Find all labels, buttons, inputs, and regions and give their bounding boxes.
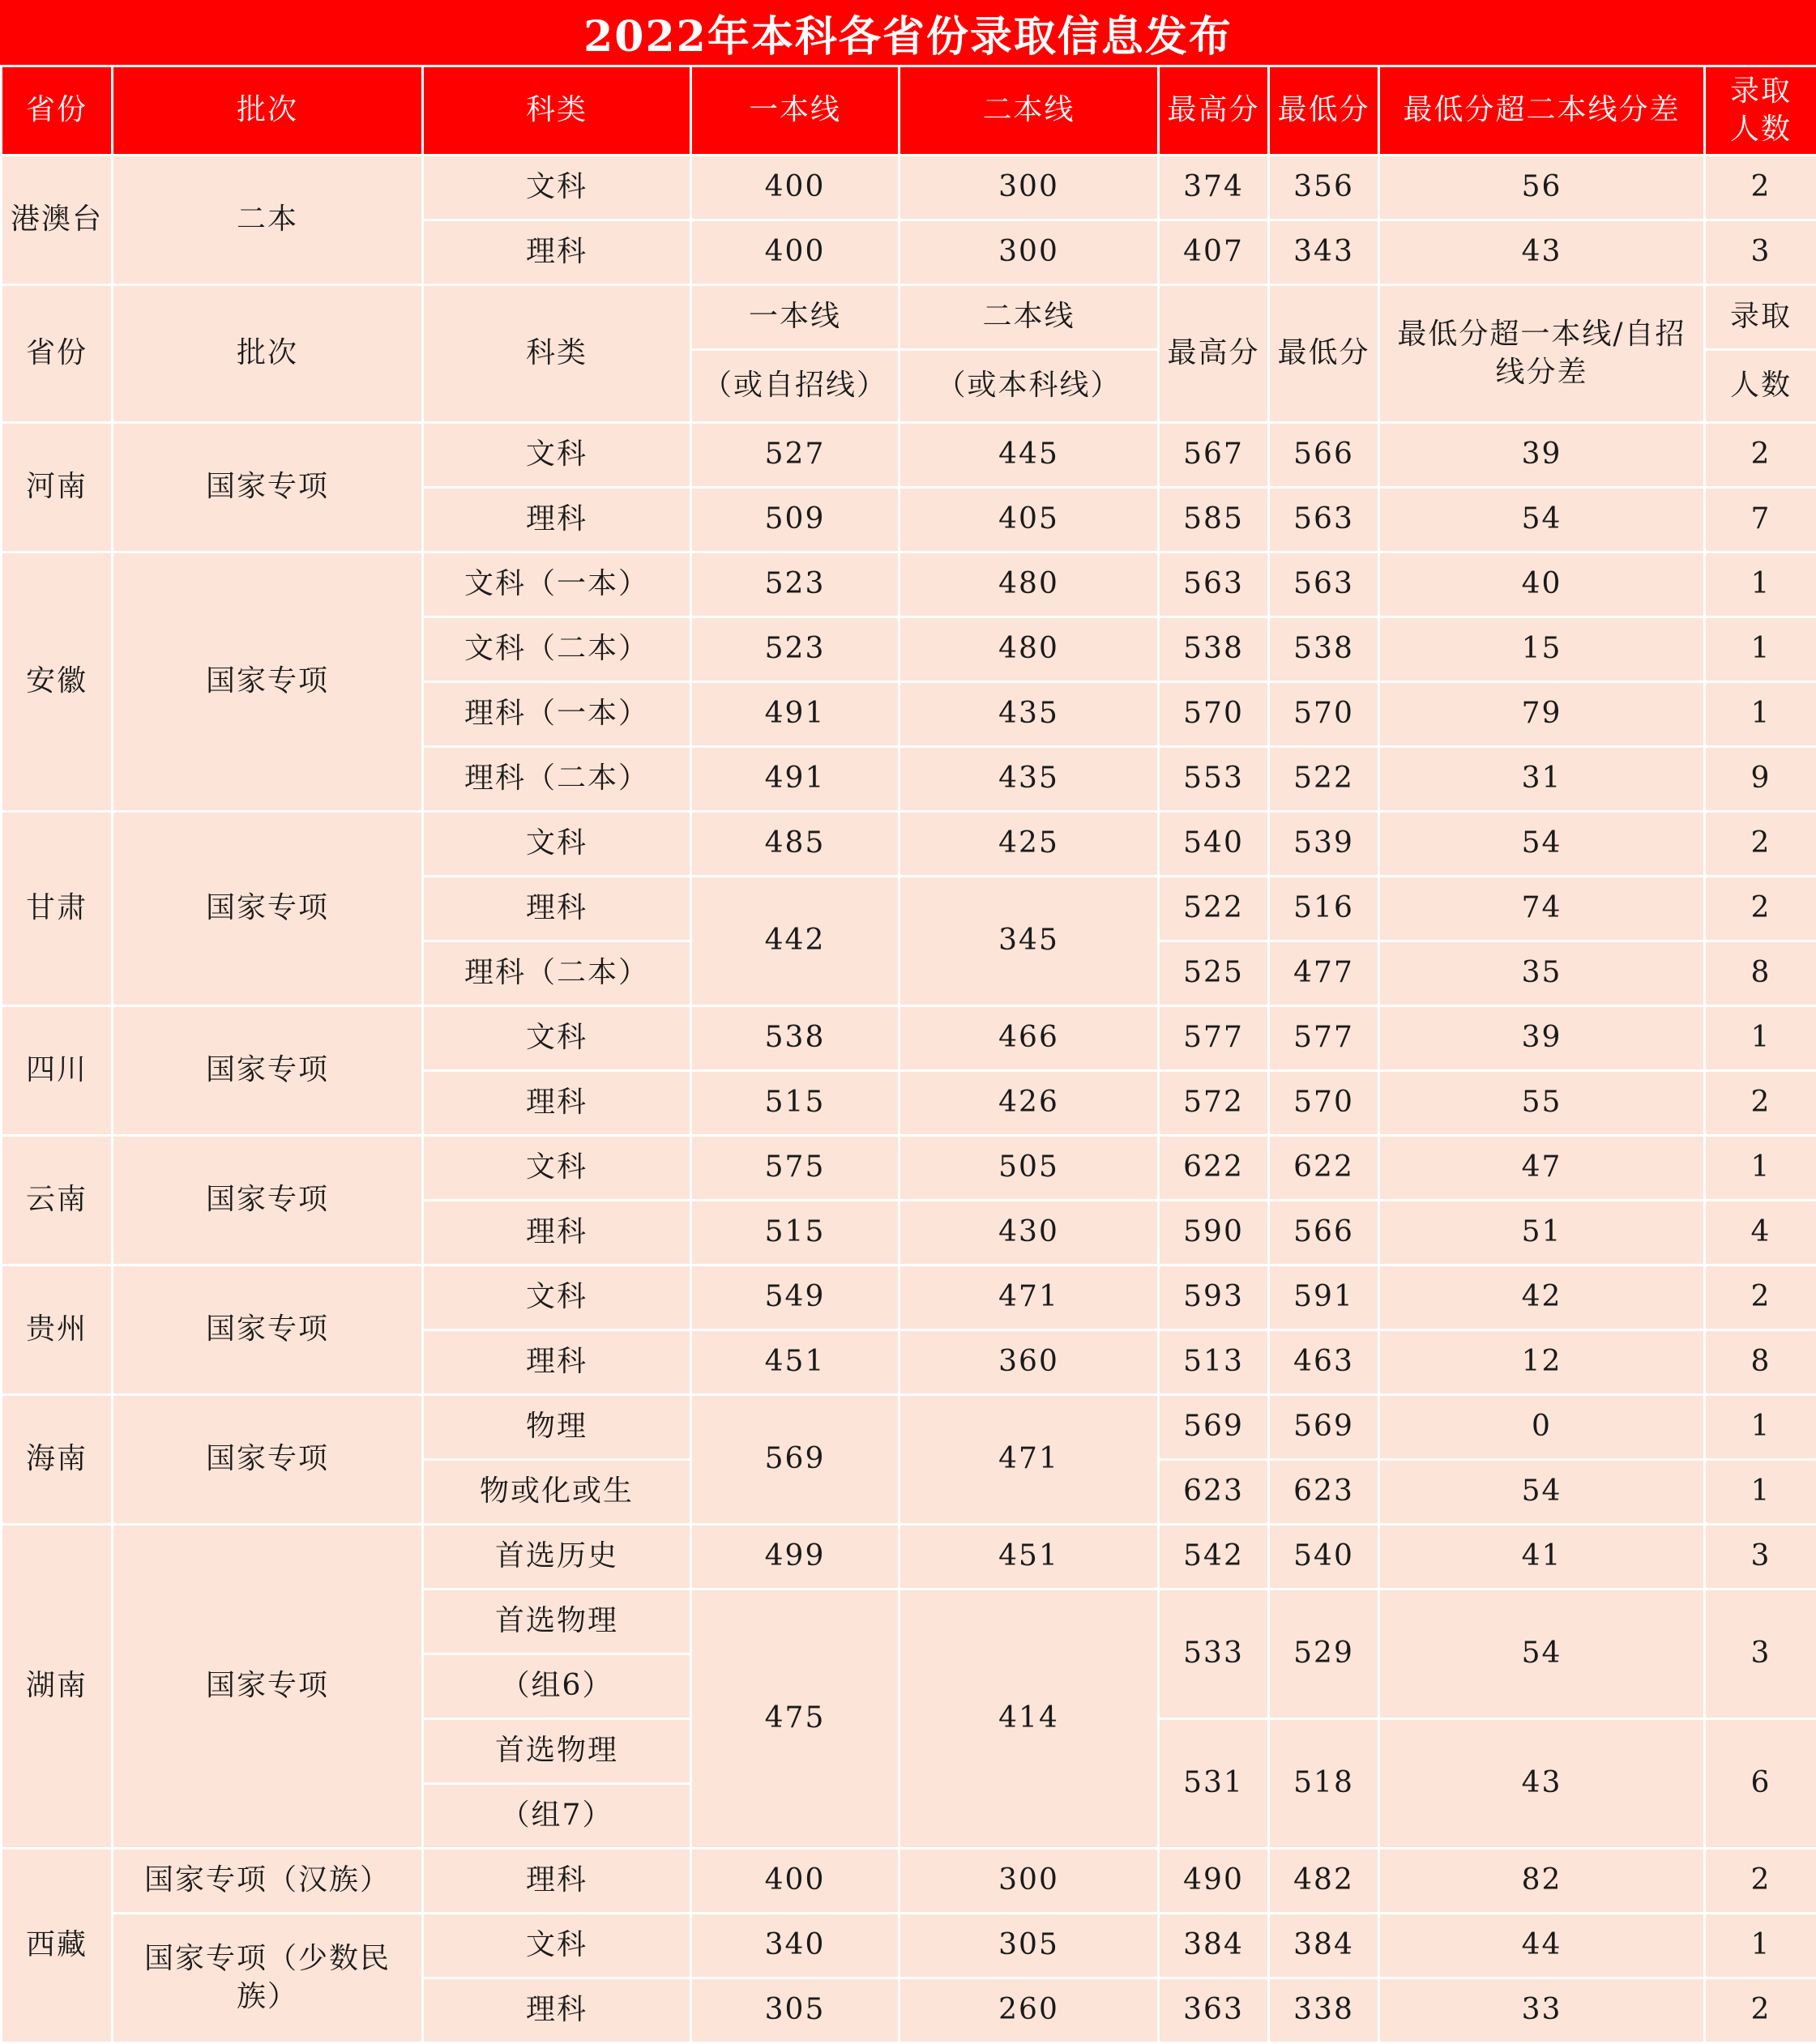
line1-cell: 499 [691, 1525, 899, 1590]
count-cell: 4 [1705, 1201, 1816, 1265]
min-cell: 356 [1269, 156, 1379, 220]
count-cell: 3 [1705, 1525, 1816, 1590]
line2-cell: 300 [899, 1849, 1159, 1914]
min-cell: 343 [1269, 220, 1379, 285]
diff-cell: 54 [1379, 1460, 1705, 1525]
count-cell: 1 [1705, 1460, 1816, 1525]
diff-cell: 54 [1379, 1590, 1705, 1719]
min-cell: 570 [1269, 682, 1379, 747]
category-cell: 理科（二本） [423, 941, 691, 1006]
category-cell: （组6） [423, 1654, 691, 1719]
diff-cell: 54 [1379, 812, 1705, 877]
category-cell: 理科 [423, 877, 691, 941]
col-count: 录取 [1705, 285, 1816, 350]
col-category: 科类 [423, 285, 691, 423]
line2-cell: 300 [899, 156, 1159, 220]
count-cell: 1 [1705, 617, 1816, 682]
category-cell: 理科 [423, 1330, 691, 1395]
max-cell: 538 [1159, 617, 1269, 682]
category-cell: 文科 [423, 423, 691, 488]
diff-cell: 79 [1379, 682, 1705, 747]
table-row [2, 1395, 1816, 1460]
diff-cell: 0 [1379, 1395, 1705, 1460]
category-cell: 理科 [423, 1978, 691, 2043]
min-cell: 518 [1269, 1719, 1379, 1849]
table-row [2, 553, 1816, 617]
category-cell: 物理 [423, 1395, 691, 1460]
diff-cell: 43 [1379, 220, 1705, 285]
max-cell: 590 [1159, 1201, 1269, 1265]
category-cell: 理科 [423, 1849, 691, 1914]
province-cell: 四川 [2, 1006, 113, 1136]
max-cell: 570 [1159, 682, 1269, 747]
max-cell: 553 [1159, 747, 1269, 812]
category-cell: 理科 [423, 220, 691, 285]
line1-cell: 527 [691, 423, 899, 488]
min-cell: 463 [1269, 1330, 1379, 1395]
count-cell: 3 [1705, 1590, 1816, 1719]
min-cell: 622 [1269, 1136, 1379, 1201]
col-province: 省份 [2, 66, 113, 156]
col-line1-sub: （或自招线） [691, 350, 899, 423]
table-row [2, 1849, 1816, 1914]
max-cell: 577 [1159, 1006, 1269, 1071]
count-cell: 2 [1705, 423, 1816, 488]
category-cell: 首选历史 [423, 1525, 691, 1590]
line1-cell: 549 [691, 1265, 899, 1330]
max-cell: 374 [1159, 156, 1269, 220]
category-cell: （组7） [423, 1784, 691, 1849]
count-cell: 1 [1705, 553, 1816, 617]
count-cell: 3 [1705, 220, 1816, 285]
min-cell: 623 [1269, 1460, 1379, 1525]
min-cell: 516 [1269, 877, 1379, 941]
category-cell: 文科 [423, 1914, 691, 1978]
table-row [2, 423, 1816, 488]
line2-cell: 445 [899, 423, 1159, 488]
col-line2-sub: （或本科线） [899, 350, 1159, 423]
page-title: 2022年本科各省份录取信息发布 [0, 0, 1816, 65]
count-cell: 1 [1705, 682, 1816, 747]
diff-cell: 35 [1379, 941, 1705, 1006]
min-cell: 539 [1269, 812, 1379, 877]
diff-cell: 42 [1379, 1265, 1705, 1330]
province-cell: 港澳台 [2, 156, 113, 285]
category-cell: 文科 [423, 1265, 691, 1330]
line2-cell: 405 [899, 488, 1159, 553]
count-cell: 2 [1705, 1071, 1816, 1136]
line1-cell: 400 [691, 156, 899, 220]
col-province: 省份 [2, 285, 113, 423]
max-cell: 513 [1159, 1330, 1269, 1395]
min-cell: 566 [1269, 1201, 1379, 1265]
category-cell: 物或化或生 [423, 1460, 691, 1525]
line1-cell: 569 [691, 1395, 899, 1525]
line1-cell: 442 [691, 877, 899, 1006]
max-cell: 525 [1159, 941, 1269, 1006]
count-cell: 8 [1705, 1330, 1816, 1395]
batch-cell: 国家专项 [113, 1525, 423, 1849]
batch-cell: 国家专项 [113, 1265, 423, 1395]
count-cell: 1 [1705, 1136, 1816, 1201]
line1-cell: 491 [691, 747, 899, 812]
province-cell: 湖南 [2, 1525, 113, 1849]
diff-cell: 15 [1379, 617, 1705, 682]
line2-cell: 471 [899, 1265, 1159, 1330]
table-row [2, 812, 1816, 877]
col-line2: 二本线 [899, 285, 1159, 350]
max-cell: 569 [1159, 1395, 1269, 1460]
count-cell: 8 [1705, 941, 1816, 1006]
line2-cell: 360 [899, 1330, 1159, 1395]
line1-cell: 485 [691, 812, 899, 877]
line2-cell: 505 [899, 1136, 1159, 1201]
diff-cell: 56 [1379, 156, 1705, 220]
diff-cell: 31 [1379, 747, 1705, 812]
count-cell: 7 [1705, 488, 1816, 553]
category-cell: 理科（一本） [423, 682, 691, 747]
line1-cell: 515 [691, 1201, 899, 1265]
max-cell: 593 [1159, 1265, 1269, 1330]
col-count: 录取 人数 [1705, 66, 1816, 156]
category-cell: 理科（二本） [423, 747, 691, 812]
max-cell: 363 [1159, 1978, 1269, 2043]
line2-cell: 435 [899, 747, 1159, 812]
province-cell: 贵州 [2, 1265, 113, 1395]
table-row [2, 1006, 1816, 1071]
province-cell: 安徽 [2, 553, 113, 812]
count-cell: 2 [1705, 156, 1816, 220]
line1-cell: 575 [691, 1136, 899, 1201]
table-row [2, 1914, 1816, 1978]
min-cell: 563 [1269, 553, 1379, 617]
line2-cell: 471 [899, 1395, 1159, 1525]
count-cell: 9 [1705, 747, 1816, 812]
min-cell: 569 [1269, 1395, 1379, 1460]
batch-cell: 国家专项 [113, 812, 423, 1006]
col-batch: 批次 [113, 285, 423, 423]
diff-cell: 40 [1379, 553, 1705, 617]
batch-cell: 二本 [113, 156, 423, 285]
col-max: 最高分 [1159, 285, 1269, 423]
province-cell: 西藏 [2, 1849, 113, 2043]
line2-cell: 345 [899, 877, 1159, 1006]
line2-cell: 435 [899, 682, 1159, 747]
line1-cell: 538 [691, 1006, 899, 1071]
max-cell: 531 [1159, 1719, 1269, 1849]
diff-cell: 54 [1379, 488, 1705, 553]
batch-cell: 国家专项（汉族） [113, 1849, 423, 1914]
line1-cell: 491 [691, 682, 899, 747]
category-cell: 文科（二本） [423, 617, 691, 682]
count-cell: 2 [1705, 877, 1816, 941]
line2-cell: 451 [899, 1525, 1159, 1590]
min-cell: 566 [1269, 423, 1379, 488]
line1-cell: 509 [691, 488, 899, 553]
table-row [2, 1136, 1816, 1201]
col-max: 最高分 [1159, 66, 1269, 156]
line1-cell: 400 [691, 1849, 899, 1914]
count-cell: 6 [1705, 1719, 1816, 1849]
line2-cell: 480 [899, 617, 1159, 682]
count-cell: 2 [1705, 812, 1816, 877]
max-cell: 407 [1159, 220, 1269, 285]
header-row-1 [2, 66, 1816, 156]
max-cell: 623 [1159, 1460, 1269, 1525]
col-diff: 最低分超二本线分差 [1379, 66, 1705, 156]
batch-cell: 国家专项 [113, 423, 423, 553]
max-cell: 585 [1159, 488, 1269, 553]
category-cell: 文科 [423, 812, 691, 877]
col-line1: 一本线 [691, 285, 899, 350]
min-cell: 540 [1269, 1525, 1379, 1590]
max-cell: 490 [1159, 1849, 1269, 1914]
diff-cell: 51 [1379, 1201, 1705, 1265]
line2-cell: 300 [899, 220, 1159, 285]
min-cell: 529 [1269, 1590, 1379, 1719]
batch-cell: 国家专项 [113, 1006, 423, 1136]
diff-cell: 33 [1379, 1978, 1705, 2043]
line1-cell: 340 [691, 1914, 899, 1978]
category-cell: 文科 [423, 1006, 691, 1071]
diff-cell: 12 [1379, 1330, 1705, 1395]
min-cell: 563 [1269, 488, 1379, 553]
max-cell: 533 [1159, 1590, 1269, 1719]
diff-cell: 74 [1379, 877, 1705, 941]
col-diff: 最低分超一本线/自招 线分差 [1379, 285, 1705, 423]
category-cell: 首选物理 [423, 1590, 691, 1654]
line1-cell: 451 [691, 1330, 899, 1395]
table-row [2, 156, 1816, 220]
category-cell: 理科 [423, 488, 691, 553]
max-cell: 572 [1159, 1071, 1269, 1136]
count-cell: 2 [1705, 1265, 1816, 1330]
diff-cell: 47 [1379, 1136, 1705, 1201]
line2-cell: 430 [899, 1201, 1159, 1265]
batch-cell: 国家专项 [113, 1136, 423, 1265]
diff-cell: 44 [1379, 1914, 1705, 1978]
province-cell: 海南 [2, 1395, 113, 1525]
min-cell: 338 [1269, 1978, 1379, 2043]
min-cell: 591 [1269, 1265, 1379, 1330]
min-cell: 570 [1269, 1071, 1379, 1136]
min-cell: 538 [1269, 617, 1379, 682]
col-category: 科类 [423, 66, 691, 156]
min-cell: 384 [1269, 1914, 1379, 1978]
max-cell: 563 [1159, 553, 1269, 617]
line1-cell: 523 [691, 617, 899, 682]
min-cell: 522 [1269, 747, 1379, 812]
count-cell: 1 [1705, 1914, 1816, 1978]
max-cell: 622 [1159, 1136, 1269, 1201]
table-row [2, 1525, 1816, 1590]
line1-cell: 515 [691, 1071, 899, 1136]
category-cell: 文科 [423, 156, 691, 220]
category-cell: 文科（一本） [423, 553, 691, 617]
line1-cell: 475 [691, 1590, 899, 1849]
province-cell: 云南 [2, 1136, 113, 1265]
admission-table [0, 65, 1816, 2044]
line2-cell: 480 [899, 553, 1159, 617]
max-cell: 567 [1159, 423, 1269, 488]
batch-cell: 国家专项 [113, 1395, 423, 1525]
diff-cell: 39 [1379, 423, 1705, 488]
line2-cell: 260 [899, 1978, 1159, 2043]
col-min: 最低分 [1269, 66, 1379, 156]
province-cell: 河南 [2, 423, 113, 553]
count-cell: 1 [1705, 1006, 1816, 1071]
count-cell: 2 [1705, 1849, 1816, 1914]
line2-cell: 414 [899, 1590, 1159, 1849]
diff-cell: 55 [1379, 1071, 1705, 1136]
col-line2: 二本线 [899, 66, 1159, 156]
count-cell: 1 [1705, 1395, 1816, 1460]
count-cell: 2 [1705, 1978, 1816, 2043]
table-row [2, 1265, 1816, 1330]
category-cell: 首选物理 [423, 1719, 691, 1784]
diff-cell: 43 [1379, 1719, 1705, 1849]
col-count-sub: 人数 [1705, 350, 1816, 423]
min-cell: 482 [1269, 1849, 1379, 1914]
line1-cell: 400 [691, 220, 899, 285]
max-cell: 384 [1159, 1914, 1269, 1978]
category-cell: 文科 [423, 1136, 691, 1201]
line1-cell: 305 [691, 1978, 899, 2043]
diff-cell: 82 [1379, 1849, 1705, 1914]
line2-cell: 426 [899, 1071, 1159, 1136]
max-cell: 522 [1159, 877, 1269, 941]
line1-cell: 523 [691, 553, 899, 617]
line2-cell: 466 [899, 1006, 1159, 1071]
line2-cell: 305 [899, 1914, 1159, 1978]
col-line1: 一本线 [691, 66, 899, 156]
diff-cell: 39 [1379, 1006, 1705, 1071]
batch-cell: 国家专项 [113, 553, 423, 812]
province-cell: 甘肃 [2, 812, 113, 1006]
batch-cell: 国家专项（少数民族） [113, 1914, 423, 2043]
col-min: 最低分 [1269, 285, 1379, 423]
max-cell: 540 [1159, 812, 1269, 877]
min-cell: 477 [1269, 941, 1379, 1006]
min-cell: 577 [1269, 1006, 1379, 1071]
diff-cell: 41 [1379, 1525, 1705, 1590]
category-cell: 理科 [423, 1201, 691, 1265]
category-cell: 理科 [423, 1071, 691, 1136]
header-row-2 [2, 285, 1816, 350]
max-cell: 542 [1159, 1525, 1269, 1590]
line2-cell: 425 [899, 812, 1159, 877]
col-batch: 批次 [113, 66, 423, 156]
